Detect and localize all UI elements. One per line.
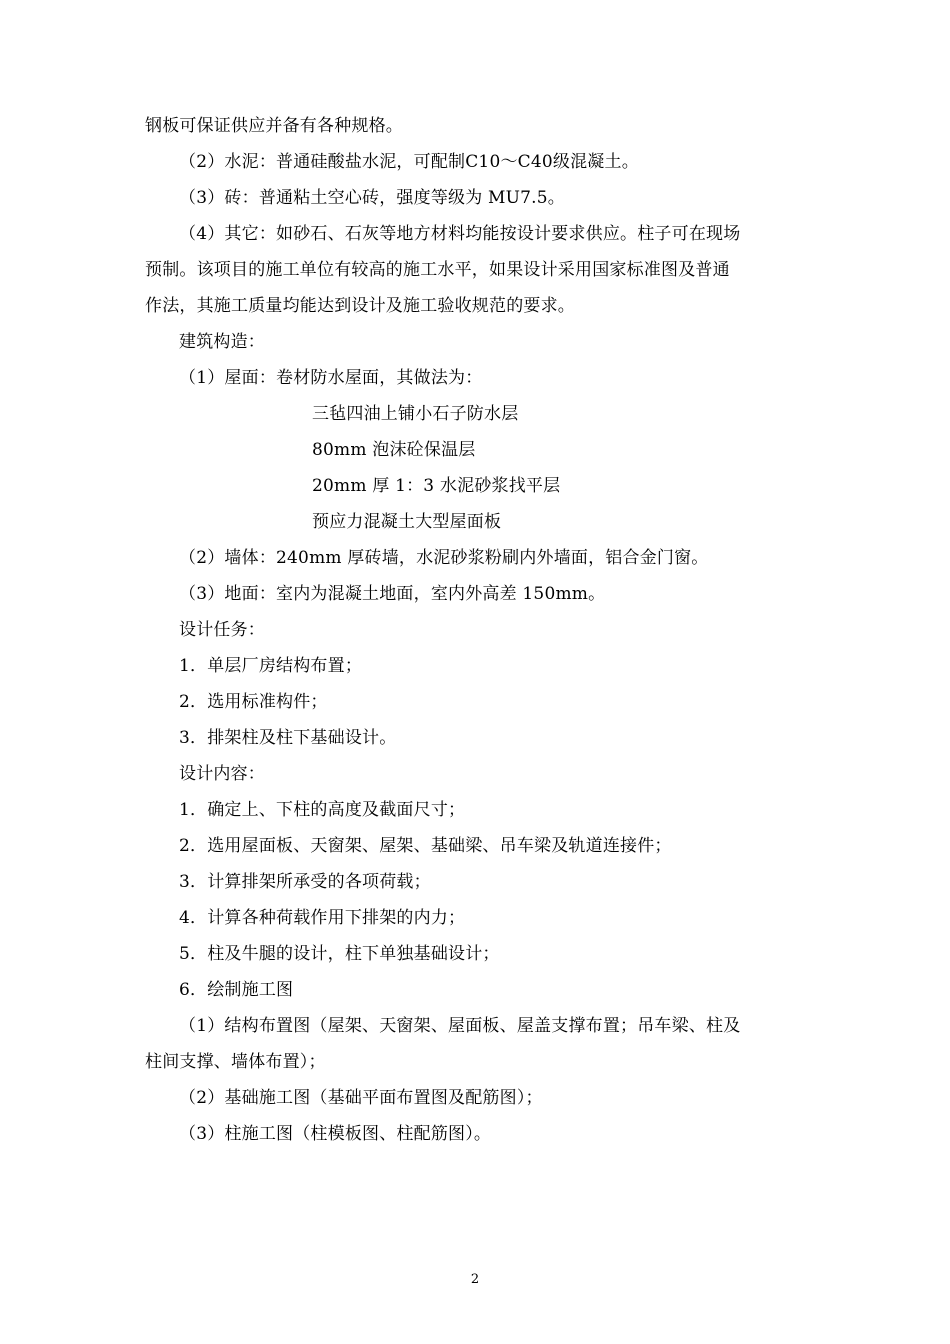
roof-layer-line: 20mm 厚 1：3 水泥砂浆找平层	[312, 476, 561, 496]
list-item: 2．选用标准构件；	[179, 692, 328, 712]
list-item: 1．单层厂房结构布置；	[179, 656, 363, 676]
paragraph-line: （1）屋面：卷材防水屋面，其做法为：	[179, 368, 483, 388]
list-item: 3．排架柱及柱下基础设计。	[179, 728, 397, 748]
list-item-continuation: 柱间支撑、墙体布置）；	[145, 1052, 326, 1072]
paragraph-line: （4）其它：如砂石、石灰等地方材料均能按设计要求供应。柱子可在现场	[179, 224, 741, 244]
list-item: （2）基础施工图（基础平面布置图及配筋图）；	[179, 1088, 543, 1108]
list-item: 3．计算排架所承受的各项荷载；	[179, 872, 431, 892]
list-item: （1）结构布置图（屋架、天窗架、屋面板、屋盖支撑布置；吊车梁、柱及	[179, 1016, 741, 1036]
list-item: 2．选用屋面板、天窗架、屋架、基础梁、吊车梁及轨道连接件；	[179, 836, 672, 856]
paragraph-line: （3）砖：普通粘土空心砖，强度等级为 MU7.5。	[179, 188, 565, 208]
paragraph-line: 作法，其施工质量均能达到设计及施工验收规范的要求。	[145, 296, 575, 316]
section-heading: 设计内容：	[179, 764, 265, 784]
paragraph-line: （2）墙体：240mm 厚砖墙，水泥砂浆粉刷内外墙面，铝合金门窗。	[179, 548, 709, 568]
paragraph-line: （3）地面：室内为混凝土地面，室内外高差 150mm。	[179, 584, 606, 604]
section-heading: 设计任务：	[179, 620, 265, 640]
paragraph-line: 钢板可保证供应并备有各种规格。	[145, 116, 403, 136]
section-heading: 建筑构造：	[179, 332, 265, 352]
roof-layer-line: 三毡四油上铺小石子防水层	[312, 404, 519, 424]
list-item: 1．确定上、下柱的高度及截面尺寸；	[179, 800, 466, 820]
list-item: 4．计算各种荷载作用下排架的内力；	[179, 908, 466, 928]
page-number: 2	[470, 1272, 480, 1287]
list-item: （3）柱施工图（柱模板图、柱配筋图）。	[179, 1124, 492, 1144]
paragraph-line: （2）水泥：普通硅酸盐水泥，可配制C10～C40级混凝土。	[179, 152, 639, 172]
roof-layer-line: 预应力混凝土大型屋面板	[312, 512, 502, 532]
list-item: 6．绘制施工图	[179, 980, 294, 1000]
list-item: 5．柱及牛腿的设计，柱下单独基础设计；	[179, 944, 500, 964]
roof-layer-line: 80mm 泡沫砼保温层	[312, 440, 476, 460]
paragraph-line: 预制。该项目的施工单位有较高的施工水平，如果设计采用国家标准图及普通	[145, 260, 730, 280]
